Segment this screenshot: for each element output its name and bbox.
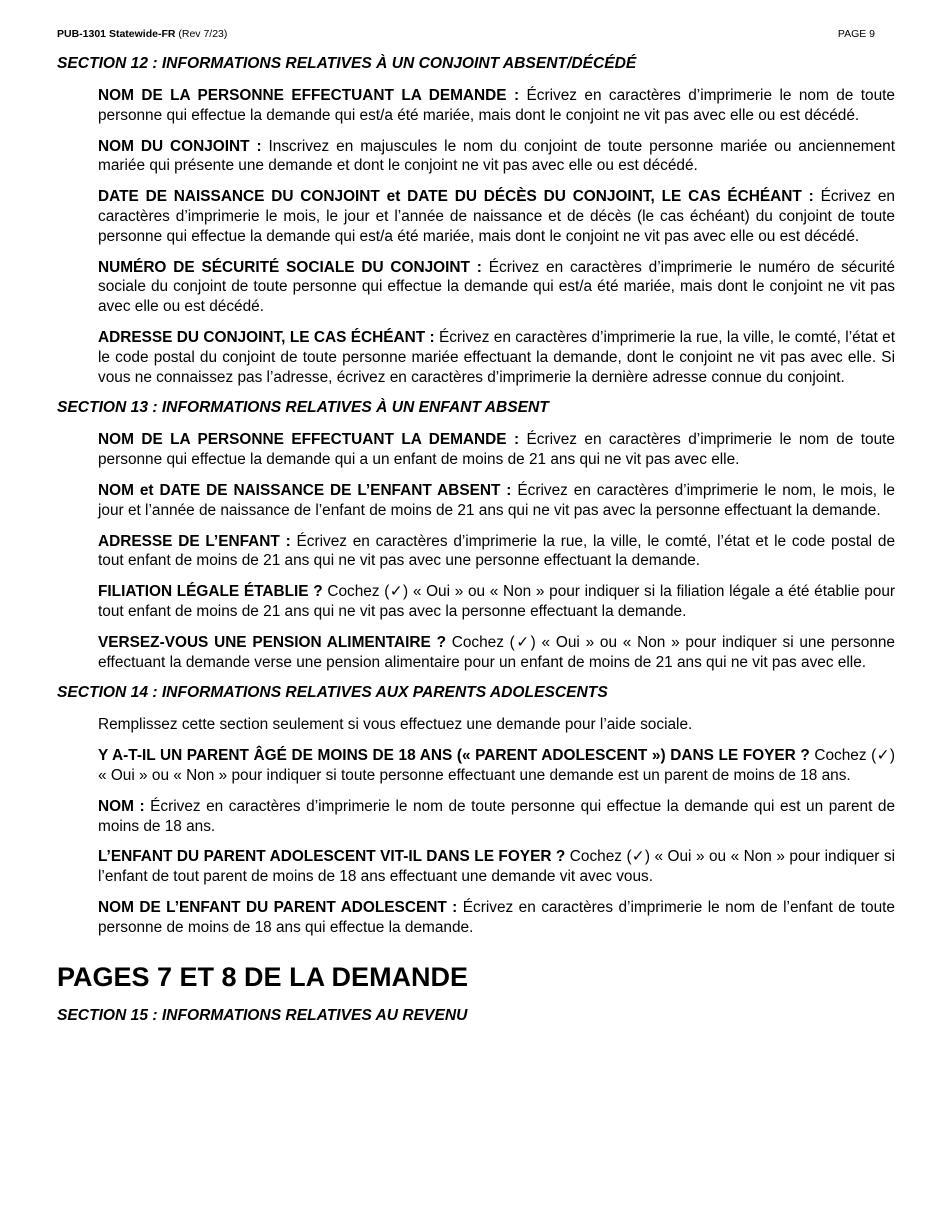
item-term: Y A-T-IL UN PARENT ÂGÉ DE MOINS DE 18 ANS (« PARENT ADOLESCENT ») DANS LE FOYER ? (98, 747, 810, 765)
item-term: DATE DE NAISSANCE DU CONJOINT et DATE DU DÉCÈS DU CONJOINT, LE CAS ÉCHÉANT : (98, 188, 814, 206)
item-term: NOM : (98, 797, 145, 815)
section-13-item (98, 430, 895, 470)
item-term: VERSEZ-VOUS UNE PENSION ALIMENTAIRE ? (98, 633, 446, 651)
section-13-item (98, 532, 895, 572)
item-text: Cochez (✓) « Oui » ou « Non » pour indiquer si une personne effectuant la demande verse une pension alimentaire pour un enfant de moins de 21 ans qui ne vit pas avec elle. (98, 633, 895, 671)
item-term: NOM DE L’ENFANT DU PARENT ADOLESCENT : (98, 898, 458, 916)
item-text: Écrivez en caractères d’imprimerie le nom de toute personne qui effectue la demande qui a un enfant de moins de 21 ans qui ne vit pas avec elle. (98, 431, 895, 469)
section-12-item (98, 187, 895, 246)
item-text: Écrivez en caractères d’imprimerie le mois, le jour et l’année de naissance et de décès (le cas échéant) du conjoint de toute personne qui effectue la demande qui est/a été mariée, mais dont le conjoint ne vit pas avec elle ou est décédé. (98, 188, 895, 245)
section-14-intro: Remplissez cette section seulement si vous effectuez une demande pour l’aide sociale. (98, 716, 693, 734)
item-term: FILIATION LÉGALE ÉTABLIE ? (98, 583, 323, 601)
section-12-item (98, 86, 895, 126)
pages-heading: PAGES 7 ET 8 DE LA DEMANDE (57, 961, 469, 992)
item-term: NOM DE LA PERSONNE EFFECTUANT LA DEMANDE : (98, 431, 520, 449)
item-term: NUMÉRO DE SÉCURITÉ SOCIALE DU CONJOINT : (98, 258, 482, 276)
section-14-title: SECTION 14 : INFORMATIONS RELATIVES AUX PARENTS ADOLESCENTS (57, 684, 608, 702)
item-text: Écrivez en caractères d’imprimerie la rue, la ville, le comté, l’état et le code postal de tout enfant de moins de 21 ans qui ne vit pas avec une personne effectuant la demande. (98, 532, 895, 570)
item-text: Cochez (✓) « Oui » ou « Non » pour indiquer si l’enfant de tout parent de moins de 18 ans effectuant une demande vit avec vous. (98, 848, 895, 886)
item-text: Inscrivez en majuscules le nom du conjoint de toute personne mariée ou anciennement mariée qui présente une demande et dont le conjoint ne vit pas avec elle ou est décédé. (98, 137, 895, 175)
item-term: NOM DU CONJOINT : (98, 137, 262, 155)
item-text: Écrivez en caractères d’imprimerie la rue, la ville, le comté, l’état et le code postal du conjoint de toute personne mariée effectuant la demande, dont le conjoint ne vit pas avec elle. Si vous ne connaissez pas l’adresse, écrivez en caractères d’imprimerie la dernière adresse connue du conjoint. (98, 328, 896, 386)
page-content (57, 54, 895, 1038)
item-text: Écrivez en caractères d’imprimerie le nom de toute personne qui effectue la demande qui est un parent de moins de 18 ans. (98, 797, 895, 835)
item-term: L’ENFANT DU PARENT ADOLESCENT VIT-IL DANS LE FOYER ? (98, 848, 566, 866)
page-number: PAGE 9 (837, 28, 875, 40)
section-12-item (98, 328, 895, 387)
form-id: PUB-1301 Statewide-FR (57, 28, 176, 40)
item-text: Écrivez en caractères d’imprimerie le numéro de sécurité sociale du conjoint de toute personne qui effectue la demande qui est/a été mariée, mais dont le conjoint ne vit pas avec elle ou est décédé. (98, 258, 895, 316)
item-text: Écrivez en caractères d’imprimerie le nom, le mois, le jour et l’année de naissance de l’enfant de moins de 21 ans qui ne vit pas avec la personne effectuant la demande. (98, 481, 895, 519)
section-14-item (98, 797, 895, 837)
section-15-title: SECTION 15 : INFORMATIONS RELATIVES AU REVENU (57, 1006, 468, 1024)
item-text: Cochez (✓) « Oui » ou « Non » pour indiquer si toute personne effectuant une demande est un parent de moins de 18 ans. (98, 747, 895, 784)
section-13-title: SECTION 13 : INFORMATIONS RELATIVES À UN ENFANT ABSENT (57, 399, 549, 417)
item-term: ADRESSE DU CONJOINT, LE CAS ÉCHÉANT : (98, 328, 435, 346)
item-term: NOM DE LA PERSONNE EFFECTUANT LA DEMANDE : (98, 87, 520, 104)
section-12-item (98, 258, 895, 317)
section-13-item (98, 633, 895, 673)
section-14-item (98, 746, 895, 786)
item-term: ADRESSE DE L’ENFANT : (98, 532, 291, 550)
section-13-item (98, 481, 895, 521)
page-header (57, 28, 875, 40)
form-revision: (Rev 7/23) (178, 28, 228, 40)
item-text: Écrivez en caractères d’imprimerie le nom de l’enfant de toute personne de moins de 18 ans qui effectue la demande. (98, 898, 895, 936)
item-text: Écrivez en caractères d’imprimerie le nom de toute personne qui effectue la demande qui est/a été mariée, mais dont le conjoint ne vit pas avec elle ou est décédé. (98, 87, 895, 124)
section-14-item (98, 898, 895, 938)
section-12-item (98, 137, 895, 177)
section-14-item (98, 847, 895, 887)
section-12-title: SECTION 12 : INFORMATIONS RELATIVES À UN CONJOINT ABSENT/DÉCÉDÉ (57, 55, 637, 72)
item-term: NOM et DATE DE NAISSANCE DE L’ENFANT ABSENT : (98, 481, 512, 499)
section-13-item (98, 582, 895, 622)
item-text: Cochez (✓) « Oui » ou « Non » pour indiquer si la filiation légale a été établie pour tout enfant de moins de 21 ans qui ne vit pas avec la personne effectuant la demande. (98, 583, 896, 620)
